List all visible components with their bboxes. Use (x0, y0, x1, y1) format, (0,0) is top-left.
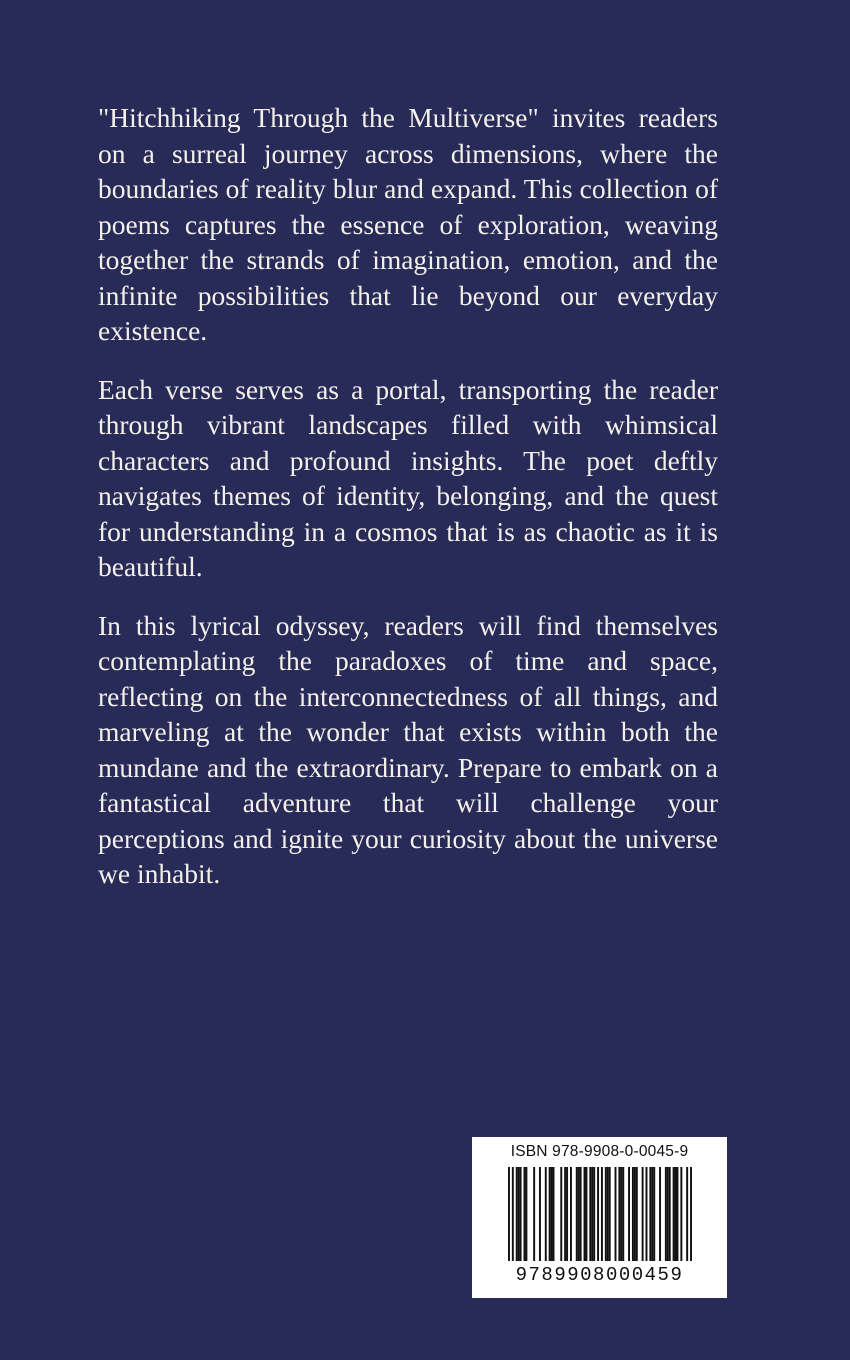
barcode-bar (580, 1167, 582, 1261)
description-paragraph-1: "Hitchhiking Through the Multiverse" invites readers on a surreal journey across dimensions, where the boundaries of reality blur and expand. This collection of poems captures the essence of exploration, weaving together the strands of imagination, emotion, and the infinite possibilities that lie beyond our everyday existence. (98, 102, 718, 346)
barcode-bar (690, 1167, 692, 1261)
barcode-bar (634, 1167, 636, 1261)
description-paragraph-2: Each verse serves as a portal, transporting the reader through vibrant landscapes filled with whimsical characters and profound insights. The poet deftly navigates themes of identity, belonging, and the quest for understanding in a cosmos that is as chaotic as it is beautiful. (98, 373, 718, 582)
barcode-icon (508, 1167, 692, 1261)
barcode-bar (651, 1167, 653, 1261)
barcode-bar (578, 1167, 580, 1261)
book-description (98, 100, 718, 915)
barcode-bar (539, 1167, 541, 1261)
barcode-bar (591, 1167, 593, 1261)
barcode-bar (615, 1167, 617, 1261)
barcode-bar (642, 1167, 644, 1261)
barcode-bar (553, 1167, 555, 1261)
isbn-label: ISBN 978-9908-0-0045-9 (510, 1143, 689, 1160)
barcode-bar (646, 1167, 648, 1261)
barcode-bar (551, 1167, 553, 1261)
barcode-bar (564, 1167, 566, 1261)
barcode-bar (593, 1167, 595, 1261)
barcode-bar (659, 1167, 661, 1261)
barcode-bar (512, 1167, 514, 1261)
barcode-bar (518, 1167, 520, 1261)
barcode-bar (597, 1167, 599, 1261)
ean-digits: 9789908000459 (515, 1264, 684, 1286)
barcode-bar (677, 1167, 679, 1261)
barcode-bar (605, 1167, 607, 1261)
barcode-bar (675, 1167, 677, 1261)
barcode-bar (653, 1167, 655, 1261)
barcode-bar (584, 1167, 586, 1261)
barcode-bar (620, 1167, 622, 1261)
barcode-bar (585, 1167, 587, 1261)
barcode-bar (609, 1167, 611, 1261)
barcode-bar (520, 1167, 522, 1261)
barcode-bar (525, 1167, 527, 1261)
barcode-bar (549, 1167, 551, 1261)
barcode-bar (516, 1167, 518, 1261)
barcode-bar (636, 1167, 638, 1261)
description-paragraph-3: In this lyrical odyssey, readers will find themselves contemplating the paradoxes of time and space, reflecting on the interconnectedness of all things, and marveling at the wonder that exists within both the mundane and the extraordinary. Prepare to embark on a fantastical adventure that will challenge your perceptions and ignite your curiosity about the universe we inhabit. (98, 609, 718, 889)
barcode-bar (622, 1167, 624, 1261)
barcode-bar (673, 1167, 675, 1261)
barcode-bar (628, 1167, 630, 1261)
barcode-bar (618, 1167, 620, 1261)
barcode-bar (560, 1167, 562, 1261)
barcode-bar (566, 1167, 568, 1261)
barcode-bar (523, 1167, 525, 1261)
barcode-bar (686, 1167, 688, 1261)
barcode-bar (669, 1167, 671, 1261)
barcode-bar (508, 1167, 510, 1261)
barcode-bar (576, 1167, 578, 1261)
barcode-bar (680, 1167, 682, 1261)
barcode-bar (533, 1167, 535, 1261)
barcode-bar (601, 1167, 603, 1261)
barcode-bar (589, 1167, 591, 1261)
barcode-bar (570, 1167, 572, 1261)
barcode-bar (665, 1167, 667, 1261)
barcode-bar (632, 1167, 634, 1261)
barcode-bar (545, 1167, 547, 1261)
isbn-barcode-block (472, 1137, 727, 1298)
barcode-bar (667, 1167, 669, 1261)
barcode-bar (607, 1167, 609, 1261)
barcode-bar (649, 1167, 651, 1261)
